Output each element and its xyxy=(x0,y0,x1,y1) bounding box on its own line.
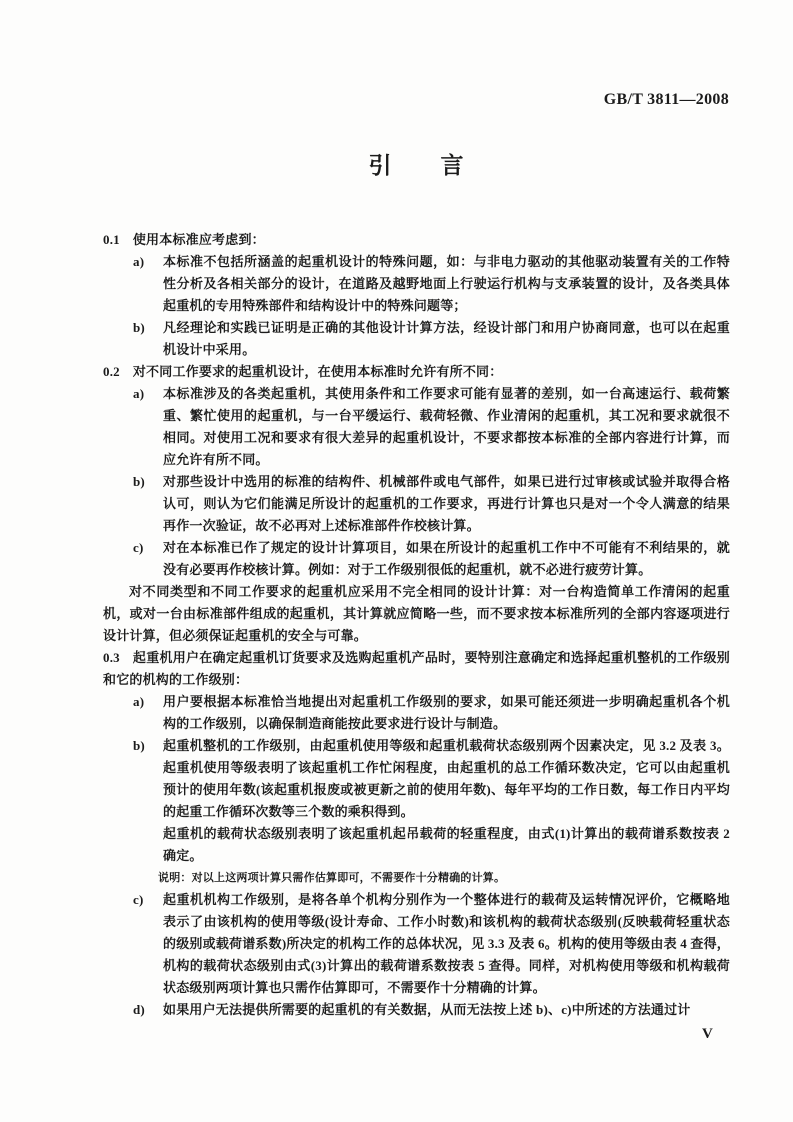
list-item-text: 对在本标准已作了规定的设计计算项目，如果在所设计的起重机工作中不可能有不利结果的，就没有必要再作校核计算。例如：对于工作级别很低的起重机，就不必进行疲劳计算。 xyxy=(163,540,730,577)
list-item-text: 用户要根据本标准恰当地提出对起重机工作级别的要求，如果可能还须进一步明确起重机各个机构的工作级别，以确保制造商能按此要求进行设计与制造。 xyxy=(163,694,730,731)
list-item-b xyxy=(103,735,730,823)
clause-number: 0.3 xyxy=(103,650,120,665)
list-item-letter: a) xyxy=(133,254,145,269)
list-item-a xyxy=(103,383,730,471)
document-body xyxy=(103,229,730,1021)
clause-number: 0.2 xyxy=(103,364,120,379)
list-item-b xyxy=(103,317,730,361)
page-title: 引 言 xyxy=(368,153,465,178)
list-item-a xyxy=(103,691,730,735)
list-item-text: 如果用户无法提供所需要的起重机的有关数据，从而无法按上述 b)、c)中所述的方法通过计 xyxy=(163,1002,691,1017)
list-item-text: 起重机整机的工作级别，由起重机使用等级和起重机载荷状态级别两个因素决定，见 3.2 及表 3。起重机使用等级表明了该起重机工作忙闲程度，由起重机的总工作循环数决定，它可以由起重机预计的使用年数(该起重机报废或被更新之前的使用年数)、每年平均的工作日数，每工作日内平均的起重工作循环次数等三个数的乘积得到。 xyxy=(163,738,730,819)
body-paragraph: 起重机的载荷状态级别表明了该起重机起吊载荷的轻重程度，由式(1)计算出的载荷谱系数按表 2 确定。 xyxy=(163,826,730,863)
clause-0.1 xyxy=(103,229,730,251)
body-paragraph: 对不同类型和不同工作要求的起重机应采用不完全相同的设计计算：对一台构造简单工作清闲的起重机，或对一台由标准部件组成的起重机，其计算就应简略一些，而不要求按本标准所列的全部内容逐项进行设计计算，但必须保证起重机的安全与可靠。 xyxy=(103,584,730,643)
list-item-a xyxy=(103,251,730,317)
clause-text: 起重机用户在确定起重机订货要求及选购起重机产品时，要特别注意确定和选择起重机整机的工作级别和它的机构的工作级别： xyxy=(103,650,730,687)
clause-0.3 xyxy=(103,647,730,691)
list-item-letter: b) xyxy=(133,738,145,753)
clause-text: 使用本标准应考虑到： xyxy=(132,232,265,247)
page-number: V xyxy=(702,1026,713,1042)
list-item-text: 对那些设计中选用的标准的结构件、机械部件或电气部件，如果已进行过审核或试验并取得合格认可，则认为它们能满足所设计的起重机的工作要求，再进行计算也只是对一个令人满意的结果再作一次验证，故不必再对上述标准部件作校核计算。 xyxy=(163,474,730,533)
list-item-b xyxy=(103,471,730,537)
note-paragraph: 说明：对以上这两项计算只需作估算即可，不需要作十分精确的计算。 xyxy=(158,872,506,884)
list-item-text: 凡经理论和实践已证明是正确的其他设计计算方法，经设计部门和用户协商同意，也可以在起重机设计中采用。 xyxy=(163,320,730,357)
list-item-letter: c) xyxy=(133,892,144,907)
list-item-c xyxy=(103,889,730,999)
clause-number: 0.1 xyxy=(103,232,120,247)
standard-code: GB/T 3811—2008 xyxy=(603,91,729,108)
list-item-letter: a) xyxy=(133,694,145,709)
list-item-text: 本标准不包括所涵盖的起重机设计的特殊问题，如：与非电力驱动的其他驱动装置有关的工作特性分析及各相关部分的设计，在道路及越野地面上行驶运行机构与支承装置的设计，及各类具体起重机的专用特殊部件和结构设计中的特殊问题等； xyxy=(163,254,730,313)
list-item-d xyxy=(103,999,730,1021)
list-item-text: 本标准涉及的各类起重机，其使用条件和工作要求可能有显著的差别，如一台高速运行、载荷繁重、繁忙使用的起重机，与一台平缓运行、载荷轻微、作业清闲的起重机，其工况和要求就很不相同。对使用工况和要求有很大差异的起重机设计，不要求都按本标准的全部内容进行计算，而应允许有所不同。 xyxy=(163,386,730,467)
clause-0.2 xyxy=(103,361,730,383)
list-item-letter: b) xyxy=(133,474,145,489)
list-item-c xyxy=(103,537,730,581)
clause-text: 对不同工作要求的起重机设计，在使用本标准时允许有所不同： xyxy=(132,364,503,379)
list-item-letter: a) xyxy=(133,386,145,401)
list-item-letter: d) xyxy=(133,1002,145,1017)
list-item-text: 起重机机构工作级别，是将各单个机构分别作为一个整体进行的载荷及运转情况评价，它概略地表示了由该机构的使用等级(设计寿命、工作小时数)和该机构的载荷状态级别(反映载荷轻重状态的级别或载荷谱系数)所决定的机构工作的总体状况，见 3.3 及表 6。机构的使用等级由表 4 查得，机构的载荷状态级别由式(3)计算出的载荷谱系数按表 5 查得。同样，对机构使用等级和机构载荷状态级别两项计算也只需作估算即可，不需要作十分精确的计算。 xyxy=(163,892,730,995)
list-item-letter: c) xyxy=(133,540,144,555)
list-item-letter: b) xyxy=(133,320,145,335)
